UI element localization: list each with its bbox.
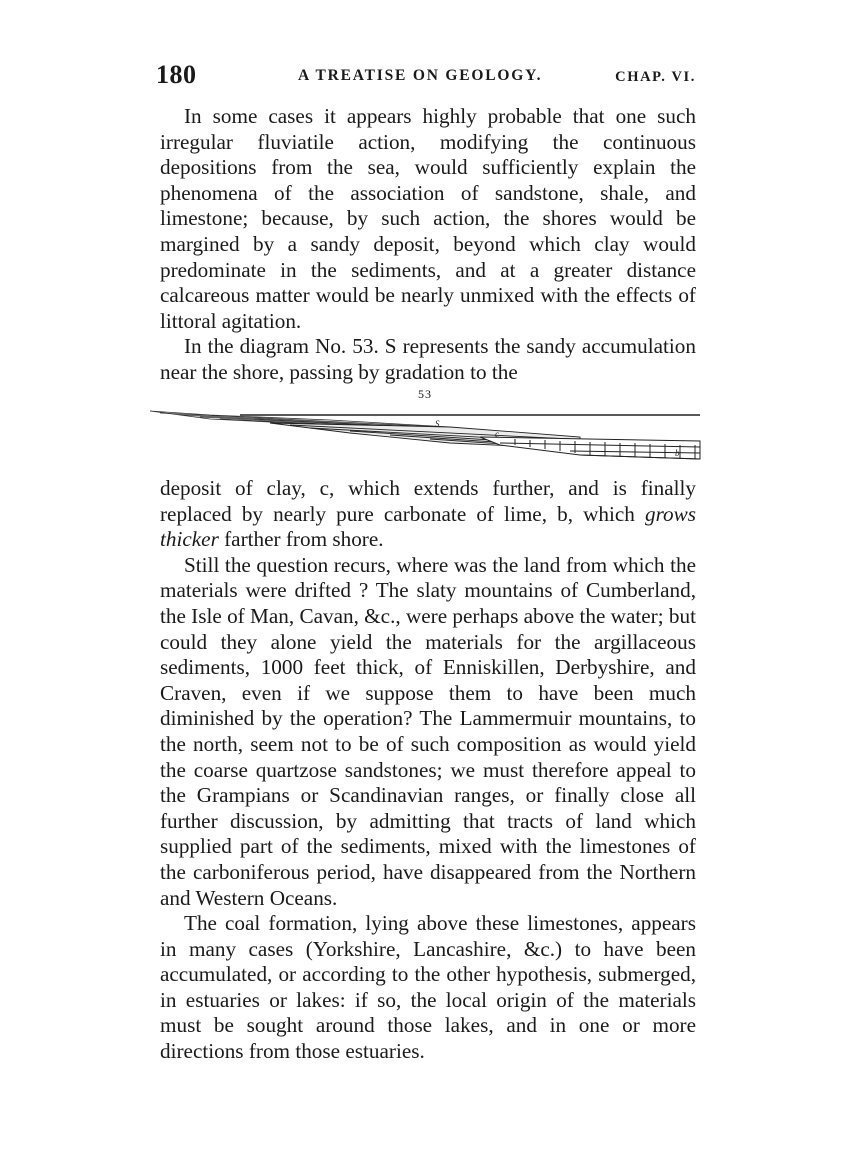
continuation-text: deposit of clay, c, which extends further, and is finally replaced by nearly pure carbonate of lime, b, which: [160, 476, 696, 526]
paragraph: The coal formation, lying above these limestones, appears in many cases (Yorkshire, Lancashire, &c.) to have been accumulated, or according to the other hypothesis, submerged, in estuaries or lakes: if so, the local origin of the materials must be sought around those lakes, and in one or more directions from those estuaries.: [160, 911, 696, 1064]
figure-53: [150, 387, 702, 471]
continuation-text-end: farther from shore.: [218, 527, 384, 552]
page-header: [156, 60, 696, 94]
chapter-label: CHAP. VI.: [615, 69, 696, 85]
strata-diagram: [150, 407, 702, 471]
paragraph: In the diagram No. 53. S represents the sandy accumulation near the shore, passing by gradation to the: [160, 334, 696, 384]
label-c: c: [495, 429, 499, 439]
label-s: S: [435, 419, 440, 429]
paragraph: In some cases it appears highly probable that one such irregular fluviatile action, modifying the continuous depositions from the sea, would sufficiently explain the phenomena of the association of sandstone, shale, and limestone; because, by such action, the shores would be margined by a sandy deposit, beyond which clay would predominate in the sediments, and at a greater distance calcareous matter would be nearly unmixed with the effects of littoral agitation.: [160, 104, 696, 333]
continuation-paragraph: [160, 476, 696, 553]
running-title: A TREATISE ON GEOLOGY.: [298, 67, 543, 84]
text-block-top: [160, 104, 696, 386]
page-number: 180: [156, 60, 197, 89]
text-block-bottom: [160, 476, 696, 1065]
limestone-layer-b: [480, 437, 700, 459]
label-b: b: [675, 448, 680, 458]
figure-number: 53: [418, 387, 432, 401]
paragraph: Still the question recurs, where was the land from which the materials were drifted ? The slaty mountains of Cumberland, the Isle of Man, Cavan, &c., were perhaps above the water; but could they alone yield the materials for the argillaceous sediments, 1000 feet thick, of Enniskillen, Derbyshire, and Craven, even if we suppose them to have been much diminished by the operation? The Lammermuir mountains, to the north, seem not to be of such composition as would yield the coarse quartzose sandstones; we must therefore appeal to the Grampians or Scandinavian ranges, or finally close all further discussion, by admitting that tracts of land which supplied part of the sediments, mixed with the limestones of the carboniferous period, have disappeared from the Northern and Western Oceans.: [160, 552, 696, 910]
italic-phrase: grows thicker: [160, 501, 696, 552]
